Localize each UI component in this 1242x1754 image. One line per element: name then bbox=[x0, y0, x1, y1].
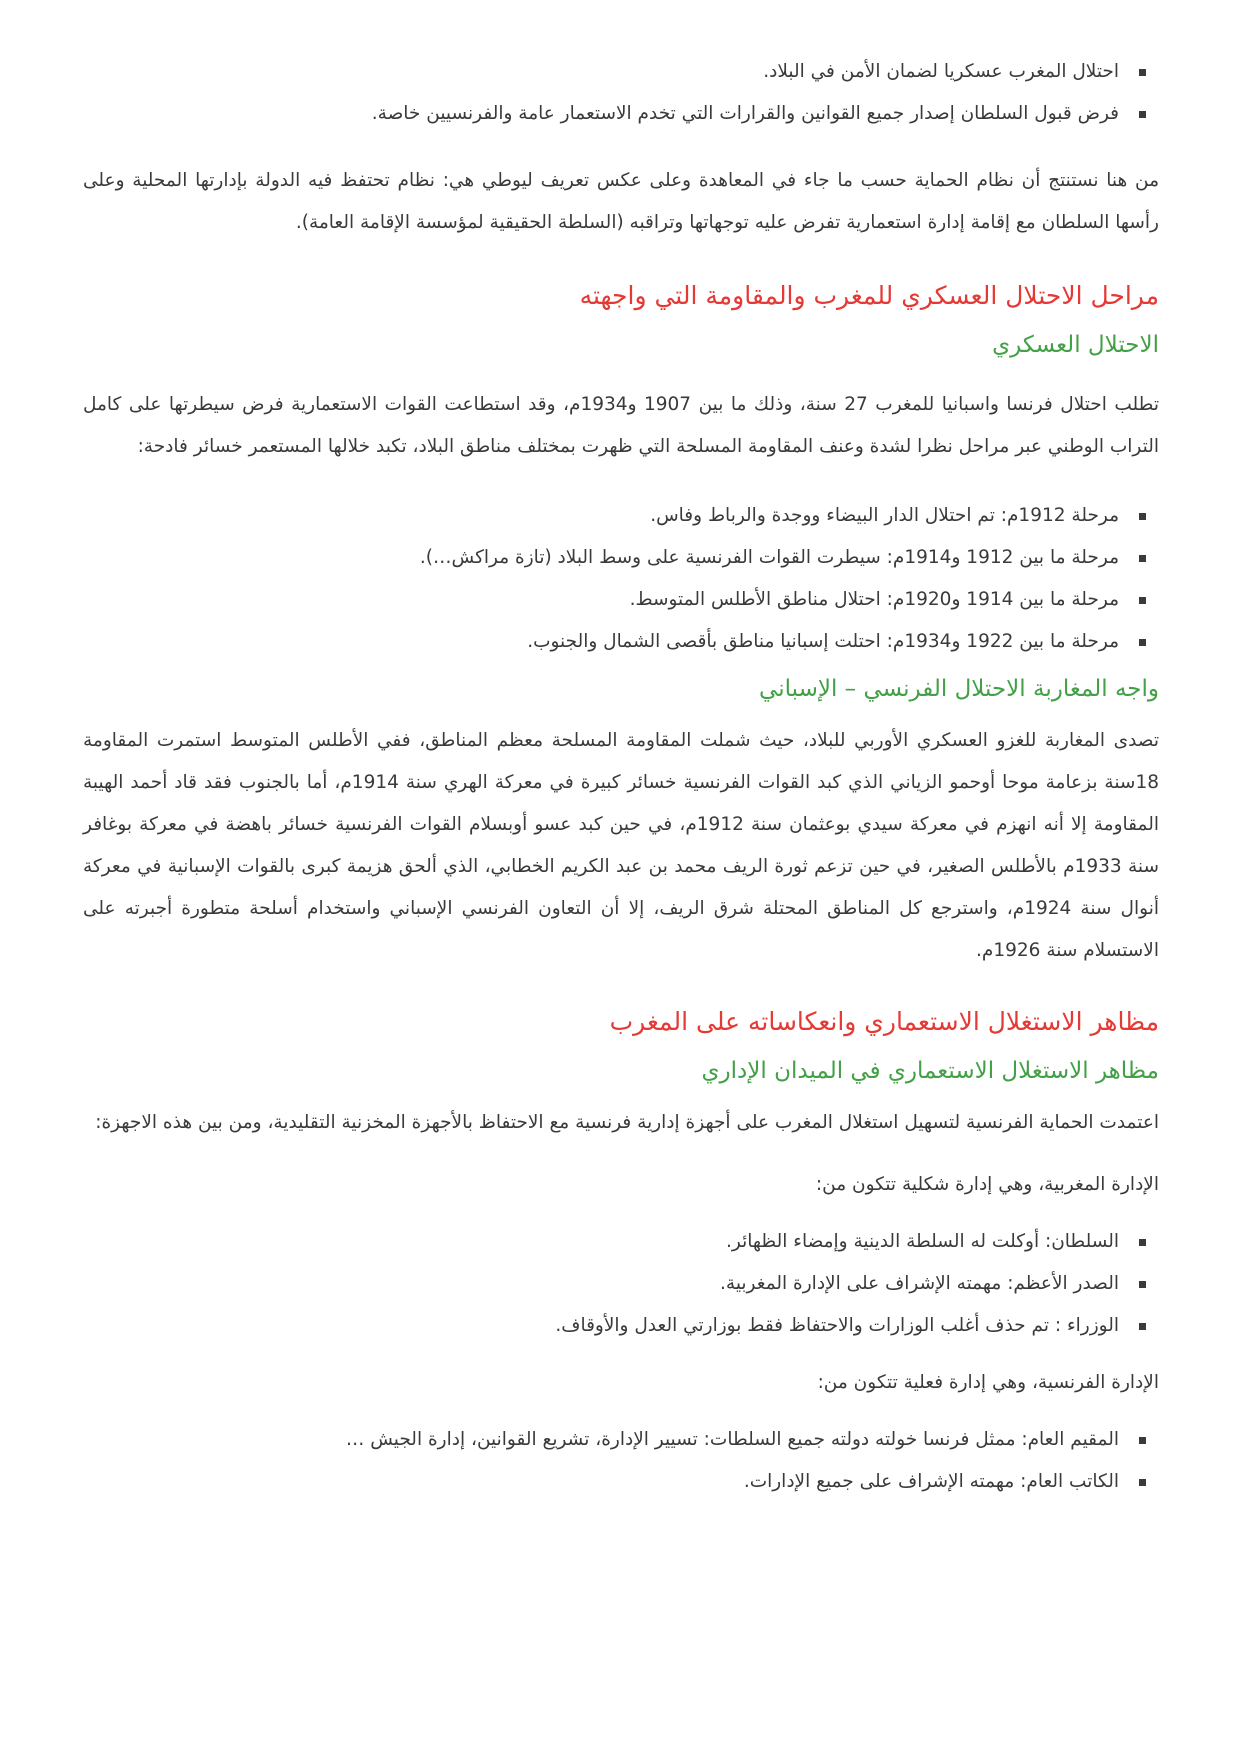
french-admin-intro: الإدارة الفرنسية، وهي إدارة فعلية تتكون من: bbox=[817, 1372, 1159, 1393]
intro-bullet-list bbox=[83, 58, 1159, 128]
list-item bbox=[83, 1270, 1159, 1298]
list-item-text: الصدر الأعظم: مهمته الإشراف على الإدارة المغربية. bbox=[720, 1273, 1119, 1294]
list-item bbox=[83, 1468, 1159, 1496]
list-item-text: مرحلة ما بين 1914 و1920م: احتلال مناطق الأطلس المتوسط. bbox=[629, 589, 1119, 610]
list-item bbox=[83, 100, 1159, 128]
conclusion-paragraph: من هنا نستنتج أن نظام الحماية حسب ما جاء في المعاهدة وعلى عكس تعريف ليوطي هي: نظام تحتفظ فيه الدولة بإدارتها المحلية وعلى رأسها السلطان مع إقامة إدارة استعمارية تفرض عليه توجهاتها وتراقبه (السلطة الحقيقية لمؤسسة الإقامة العامة). bbox=[83, 170, 1159, 233]
list-item-text: الوزراء : تم حذف أغلب الوزارات والاحتفاظ فقط بوزارتي العدل والأوقاف. bbox=[555, 1315, 1119, 1336]
section-heading: مراحل الاحتلال العسكري للمغرب والمقاومة التي واجهته bbox=[579, 281, 1159, 310]
list-item bbox=[83, 544, 1159, 572]
bullet-square-icon bbox=[1139, 639, 1146, 646]
french-admin-list bbox=[83, 1426, 1159, 1496]
bullet-square-icon bbox=[1139, 1239, 1146, 1246]
bullet-square-icon bbox=[1139, 111, 1146, 118]
list-item bbox=[83, 1426, 1159, 1454]
list-item-text: السلطان: أوكلت له السلطة الدينية وإمضاء الظهائر. bbox=[726, 1231, 1119, 1252]
list-item-text: احتلال المغرب عسكريا لضمان الأمن في البلاد. bbox=[763, 61, 1119, 82]
bullet-square-icon bbox=[1139, 1437, 1146, 1444]
list-item-text: المقيم العام: ممثل فرنسا خولته دولته جميع السلطات: تسيير الإدارة، تشريع القوانين، إدارة الجيش … bbox=[345, 1429, 1119, 1450]
section-heading: مظاهر الاستغلال الاستعماري وانعكاساته على المغرب bbox=[609, 1007, 1159, 1036]
administration-paragraph: اعتمدت الحماية الفرنسية لتسهيل استغلال المغرب على أجهزة إدارية فرنسية مع الاحتفاظ بالأجهزة المخزنية التقليدية، ومن بين هذه الاجهزة: bbox=[95, 1112, 1159, 1133]
resistance-paragraph: تصدى المغاربة للغزو العسكري الأوربي للبلاد، حيث شملت المقاومة المسلحة معظم المناطق، ففي الأطلس المتوسط استمرت المقاومة 18سنة بزعامة موحا أوحمو الزياني الذي كبد القوات الفرنسية خسائر كبيرة في معركة الهري سنة 1914م، أما بالجنوب فقد قاد أحمد الهيبة المقاومة إلا أنه انهزم في معركة سيدي بوعثمان سنة 1912م، في حين كبد عسو أوبسلام القوات الفرنسية خسائر باهضة في معركة بوغافر سنة 1933م بالأطلس الصغير، في حين تزعم ثورة الريف محمد بن عبد الكريم الخطابي، الذي ألحق هزيمة كبرى بالقوات الإسبانية في معركة أنوال سنة 1924م، واسترجع كل المناطق المحتلة شرق الريف، إلا أن التعاون الفرنسي الإسباني واستخدام أسلحة متطورة أجبرته على الاستسلام سنة 1926م. bbox=[83, 730, 1159, 961]
bullet-square-icon bbox=[1139, 1323, 1146, 1330]
moroccan-admin-list bbox=[83, 1228, 1159, 1340]
list-item-text: مرحلة 1912م: تم احتلال الدار البيضاء ووجدة والرباط وفاس. bbox=[650, 505, 1119, 526]
list-item bbox=[83, 1228, 1159, 1256]
occupation-paragraph: تطلب احتلال فرنسا واسبانيا للمغرب 27 سنة، وذلك ما بين 1907 و1934م، وقد استطاعت القوات الاستعمارية فرض سيطرتها على كامل التراب الوطني عبر مراحل نظرا لشدة وعنف المقاومة المسلحة التي ظهرت بمختلف مناطق البلاد، تكبد خلالها المستعمر خسائر فادحة: bbox=[83, 394, 1159, 457]
bullet-square-icon bbox=[1139, 597, 1146, 604]
document-content bbox=[83, 58, 1159, 1496]
occupation-stages-list bbox=[83, 502, 1159, 656]
subsection-heading: الاحتلال العسكري bbox=[992, 332, 1159, 358]
list-item bbox=[83, 502, 1159, 530]
list-item-text: مرحلة ما بين 1922 و1934م: احتلت إسبانيا مناطق بأقصى الشمال والجنوب. bbox=[527, 631, 1119, 652]
moroccan-admin-intro: الإدارة المغربية، وهي إدارة شكلية تتكون من: bbox=[815, 1174, 1159, 1195]
list-item bbox=[83, 586, 1159, 614]
bullet-square-icon bbox=[1139, 1281, 1146, 1288]
list-item-text: الكاتب العام: مهمته الإشراف على جميع الإدارات. bbox=[743, 1471, 1119, 1492]
list-item bbox=[83, 58, 1159, 86]
list-item-text: مرحلة ما بين 1912 و1914م: سيطرت القوات الفرنسية على وسط البلاد (تازة مراكش…). bbox=[419, 547, 1119, 568]
list-item-text: فرض قبول السلطان إصدار جميع القوانين والقرارات التي تخدم الاستعمار عامة والفرنسيين خاصة. bbox=[371, 103, 1119, 124]
bullet-square-icon bbox=[1139, 69, 1146, 76]
bullet-square-icon bbox=[1139, 555, 1146, 562]
list-item bbox=[83, 628, 1159, 656]
bullet-square-icon bbox=[1139, 1479, 1146, 1486]
subsection-heading: مظاهر الاستغلال الاستعماري في الميدان الإداري bbox=[701, 1058, 1159, 1084]
subsection-heading: واجه المغاربة الاحتلال الفرنسي – الإسباني bbox=[759, 676, 1159, 702]
list-item bbox=[83, 1312, 1159, 1340]
bullet-square-icon bbox=[1139, 513, 1146, 520]
